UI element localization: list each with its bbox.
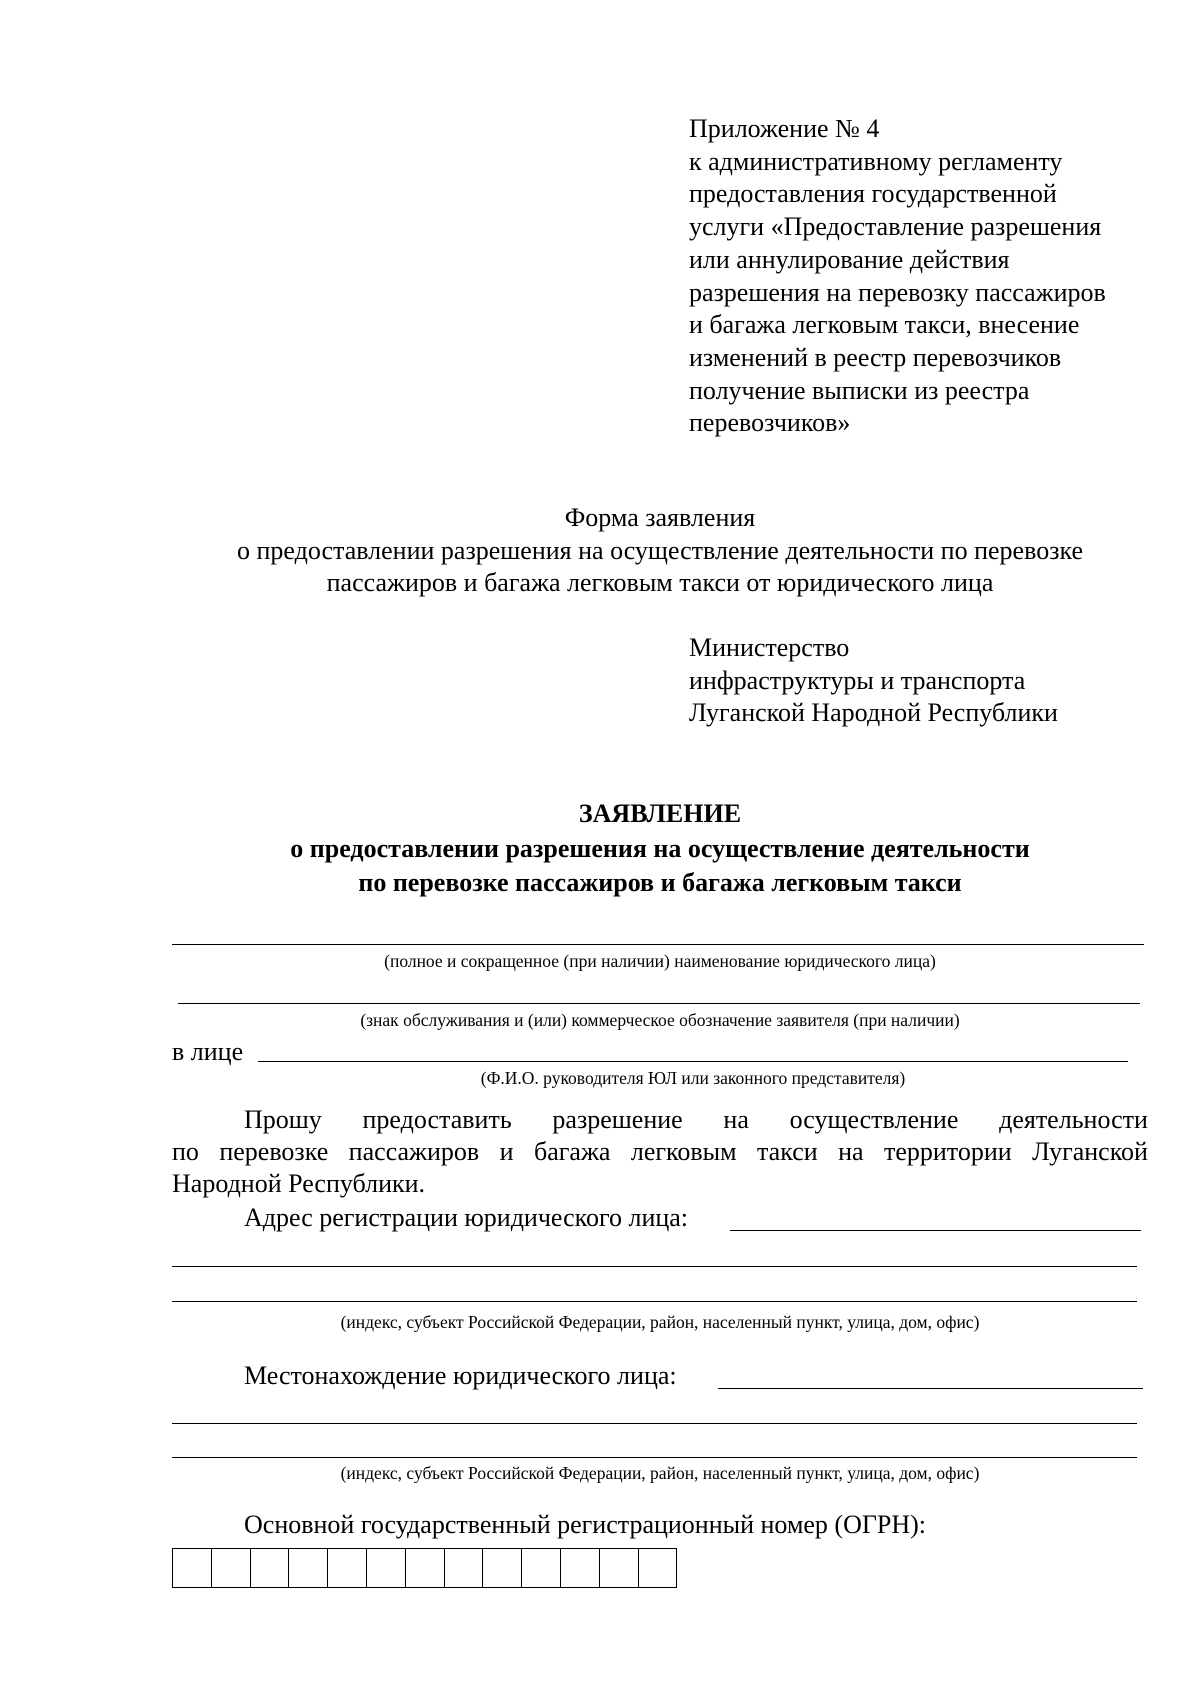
addressee-block	[689, 632, 1179, 730]
head-name-input-line[interactable]	[258, 1061, 1128, 1062]
location-input-line[interactable]	[172, 1457, 1137, 1458]
ogrn-digit-cell[interactable]	[173, 1549, 212, 1587]
addressee-line: Луганской Народной Республики	[689, 698, 1058, 728]
ogrn-digit-cell[interactable]	[328, 1549, 367, 1587]
request-line-3: Народной Республики.	[172, 1169, 426, 1198]
location-input-line[interactable]	[172, 1423, 1137, 1424]
appendix-line: разрешения на перевозку пассажиров	[689, 277, 1106, 307]
appendix-line: получение выписки из реестра	[689, 375, 1030, 405]
ogrn-digit-cell[interactable]	[561, 1549, 600, 1587]
request-word: перевозке	[219, 1137, 329, 1166]
document-title	[172, 797, 1148, 901]
appendix-line: услуги «Предоставление разрешения	[689, 212, 1102, 242]
location-caption: (индекс, субъект Российской Федерации, район, населенный пункт, улица, дом, офис)	[340, 1463, 980, 1483]
title-line: о предоставлении разрешения на осуществление деятельности	[290, 833, 1030, 863]
request-line-1	[172, 1104, 1148, 1136]
legal-name-caption: (полное и сокращенное (при наличии) наименование юридического лица)	[384, 951, 936, 971]
ogrn-digit-cell[interactable]	[522, 1549, 561, 1587]
head-name-caption: (Ф.И.О. руководителя ЮЛ или законного представителя)	[480, 1068, 906, 1088]
service-mark-input-line[interactable]	[178, 1003, 1140, 1004]
appendix-line: предоставления государственной	[689, 179, 1057, 209]
registration-address-input-line[interactable]	[172, 1266, 1137, 1267]
request-word: Прошу	[244, 1105, 322, 1134]
request-word: предоставить	[362, 1105, 512, 1134]
addressee-line: Министерство	[689, 633, 850, 662]
ogrn-digit-cell[interactable]	[600, 1549, 639, 1587]
appendix-line: изменений в реестр перевозчиков	[689, 342, 1062, 372]
request-word: по	[172, 1137, 199, 1166]
ogrn-digit-cell[interactable]	[251, 1549, 290, 1587]
ogrn-digit-cell[interactable]	[212, 1549, 251, 1587]
registration-address-input-line[interactable]	[172, 1301, 1137, 1302]
registration-address-caption: (индекс, субъект Российской Федерации, район, населенный пункт, улица, дом, офис)	[340, 1312, 980, 1332]
ogrn-digit-cell[interactable]	[639, 1549, 678, 1587]
represented-by-label: в лице	[172, 1037, 244, 1066]
ogrn-digit-cell[interactable]	[367, 1549, 406, 1587]
legal-name-input-line[interactable]	[172, 944, 1144, 945]
request-word: территории	[883, 1137, 1012, 1166]
request-word: на	[723, 1105, 749, 1134]
request-word: разрешение	[552, 1105, 683, 1134]
request-paragraph	[172, 1104, 1148, 1200]
addressee-line: инфраструктуры и транспорта	[689, 665, 1026, 695]
appendix-reference	[689, 113, 1179, 440]
ogrn-input-grid[interactable]	[172, 1548, 677, 1588]
request-line-2	[172, 1136, 1148, 1168]
ogrn-digit-cell[interactable]	[445, 1549, 484, 1587]
form-heading	[0, 502, 1200, 600]
registration-address-input-line[interactable]	[730, 1230, 1141, 1231]
title-main: ЗАЯВЛЕНИЕ	[578, 799, 742, 828]
request-word: легковым	[630, 1137, 737, 1166]
request-word: деятельности	[999, 1105, 1148, 1134]
request-word: Луганской	[1032, 1137, 1148, 1166]
appendix-line: перевозчиков»	[689, 408, 851, 438]
title-line: по перевозке пассажиров и багажа легковым такси	[358, 868, 962, 897]
request-word: такси	[757, 1137, 818, 1166]
request-word: осуществление	[789, 1105, 959, 1134]
location-label: Местонахождение юридического лица:	[244, 1361, 677, 1390]
request-word: на	[838, 1137, 864, 1166]
ogrn-digit-cell[interactable]	[289, 1549, 328, 1587]
appendix-line: к административному регламенту	[689, 146, 1063, 176]
appendix-line: или аннулирование действия	[689, 244, 1010, 274]
ogrn-label: Основной государственный регистрационный номер (ОГРН):	[244, 1510, 927, 1539]
form-heading-line: Форма заявления	[564, 503, 756, 532]
service-mark-caption: (знак обслуживания и (или) коммерческое обозначение заявителя (при наличии)	[360, 1010, 960, 1030]
form-heading-line: о предоставлении разрешения на осуществление деятельности по перевозке	[236, 535, 1083, 565]
request-word: и	[499, 1137, 514, 1166]
request-word: пассажиров	[348, 1137, 480, 1166]
appendix-line: Приложение № 4	[689, 114, 880, 143]
appendix-line: и багажа легковым такси, внесение	[689, 310, 1080, 340]
location-input-line[interactable]	[718, 1388, 1143, 1389]
ogrn-digit-cell[interactable]	[406, 1549, 445, 1587]
registration-address-label: Адрес регистрации юридического лица:	[244, 1203, 689, 1232]
ogrn-digit-cell[interactable]	[483, 1549, 522, 1587]
form-heading-line: пассажиров и багажа легковым такси от юридического лица	[326, 568, 994, 598]
request-word: багажа	[533, 1137, 611, 1166]
